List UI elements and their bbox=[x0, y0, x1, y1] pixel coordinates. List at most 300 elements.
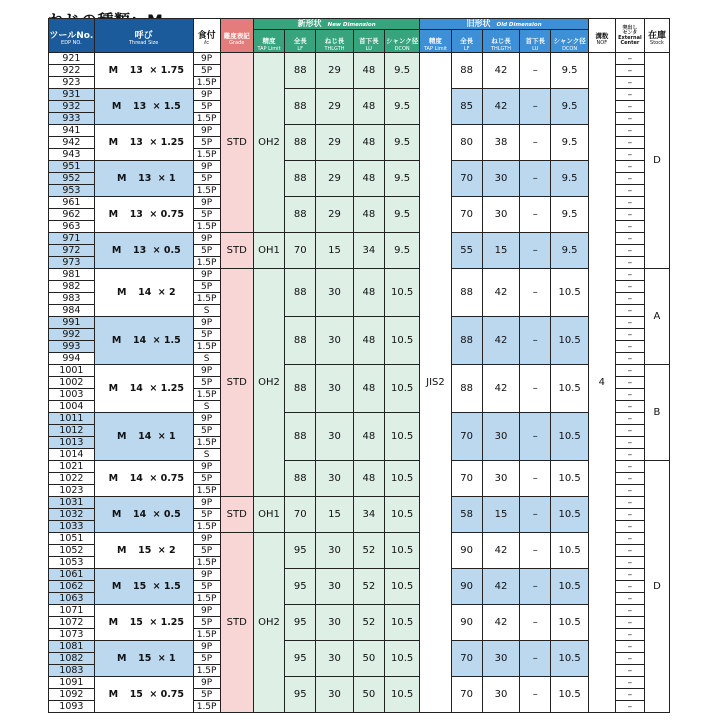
header-new-lu: 首下長 LU bbox=[353, 30, 384, 53]
old-dimension-cell: 38 bbox=[482, 125, 519, 161]
new-dimension-cell: 9.5 bbox=[384, 125, 419, 161]
pitch-cell: 5P bbox=[193, 377, 220, 389]
external-center-cell: – bbox=[615, 413, 644, 425]
old-dimension-cell: 80 bbox=[451, 125, 482, 161]
header-new-dimension: 新形状 New Dimension bbox=[253, 19, 419, 30]
edp-cell: 1063 bbox=[49, 593, 95, 605]
edp-cell: 983 bbox=[49, 293, 95, 305]
pitch-cell: 1.5P bbox=[193, 629, 220, 641]
new-dimension-cell: 30 bbox=[316, 413, 353, 461]
edp-cell: 1092 bbox=[49, 689, 95, 701]
old-dimension-cell: – bbox=[520, 365, 551, 413]
new-dimension-cell: 10.5 bbox=[384, 317, 419, 365]
edp-cell: 922 bbox=[49, 65, 95, 77]
old-dimension-cell: – bbox=[520, 605, 551, 641]
new-dimension-cell: 48 bbox=[353, 461, 384, 497]
old-dimension-cell: – bbox=[520, 233, 551, 269]
new-dimension-cell: 30 bbox=[316, 533, 353, 569]
edp-cell: 931 bbox=[49, 89, 95, 101]
pitch-cell: 5P bbox=[193, 473, 220, 485]
new-dimension-cell: 48 bbox=[353, 317, 384, 365]
pitch-cell: 5P bbox=[193, 173, 220, 185]
edp-cell: 1081 bbox=[49, 641, 95, 653]
edp-cell: 1052 bbox=[49, 545, 95, 557]
new-dimension-cell: 29 bbox=[316, 197, 353, 233]
old-dimension-cell: 9.5 bbox=[551, 125, 588, 161]
old-dimension-cell: 30 bbox=[482, 677, 519, 713]
old-dimension-cell: – bbox=[520, 497, 551, 533]
new-dimension-cell: 34 bbox=[353, 233, 384, 269]
pitch-cell: 9P bbox=[193, 197, 220, 209]
edp-cell: 1053 bbox=[49, 557, 95, 569]
table-row bbox=[49, 413, 670, 425]
old-dimension-cell: 42 bbox=[482, 533, 519, 569]
new-dimension-cell: 30 bbox=[316, 677, 353, 713]
pitch-cell: 5P bbox=[193, 137, 220, 149]
grade-cell: STD bbox=[220, 533, 253, 713]
edp-cell: 1014 bbox=[49, 449, 95, 461]
header-edp: ツールNo. EDP NO. bbox=[49, 19, 95, 53]
external-center-cell: – bbox=[615, 485, 644, 497]
external-center-cell: – bbox=[615, 593, 644, 605]
old-dimension-cell: 30 bbox=[482, 641, 519, 677]
new-dimension-cell: 95 bbox=[285, 569, 316, 605]
pitch-cell: 1.5P bbox=[193, 113, 220, 125]
old-dimension-cell: 42 bbox=[482, 569, 519, 605]
thread-size-cell: M 14 × 1.25 bbox=[94, 365, 193, 413]
pitch-cell: 1.5P bbox=[193, 389, 220, 401]
external-center-cell: – bbox=[615, 377, 644, 389]
external-center-cell: – bbox=[615, 221, 644, 233]
table-row bbox=[49, 497, 670, 509]
edp-cell: 932 bbox=[49, 101, 95, 113]
external-center-cell: – bbox=[615, 497, 644, 509]
old-dimension-cell: 15 bbox=[482, 233, 519, 269]
pitch-cell: 1.5P bbox=[193, 557, 220, 569]
new-dimension-cell: 48 bbox=[353, 365, 384, 413]
new-dimension-cell: 95 bbox=[285, 677, 316, 713]
old-dimension-cell: – bbox=[520, 569, 551, 605]
edp-cell: 1072 bbox=[49, 617, 95, 629]
grade-cell: STD bbox=[220, 497, 253, 533]
edp-cell: 1033 bbox=[49, 521, 95, 533]
edp-cell: 1002 bbox=[49, 377, 95, 389]
old-dimension-cell: 30 bbox=[482, 161, 519, 197]
old-dimension-cell: – bbox=[520, 677, 551, 713]
old-dimension-cell: 30 bbox=[482, 197, 519, 233]
new-dimension-cell: 29 bbox=[316, 161, 353, 197]
edp-cell: 994 bbox=[49, 353, 95, 365]
pitch-cell: 1.5P bbox=[193, 221, 220, 233]
header-new-lf: 全長 LF bbox=[285, 30, 316, 53]
pitch-cell: 9P bbox=[193, 461, 220, 473]
new-dimension-cell: 48 bbox=[353, 53, 384, 89]
old-dimension-cell: 42 bbox=[482, 89, 519, 125]
table-row bbox=[49, 641, 670, 653]
new-dimension-cell: 88 bbox=[285, 161, 316, 197]
external-center-cell: – bbox=[615, 125, 644, 137]
edp-cell: 991 bbox=[49, 317, 95, 329]
edp-cell: 923 bbox=[49, 77, 95, 89]
pitch-cell: 5P bbox=[193, 653, 220, 665]
new-dimension-cell: 10.5 bbox=[384, 569, 419, 605]
external-center-cell: – bbox=[615, 137, 644, 149]
edp-cell: 984 bbox=[49, 305, 95, 317]
stock-cell: B bbox=[644, 365, 669, 461]
old-dimension-cell: – bbox=[520, 161, 551, 197]
new-dimension-cell: 95 bbox=[285, 641, 316, 677]
external-center-cell: – bbox=[615, 329, 644, 341]
old-dimension-cell: 10.5 bbox=[551, 569, 588, 605]
external-center-cell: – bbox=[615, 161, 644, 173]
external-center-cell: – bbox=[615, 617, 644, 629]
old-dimension-cell: 30 bbox=[482, 461, 519, 497]
old-dimension-cell: 90 bbox=[451, 533, 482, 569]
pitch-cell: 9P bbox=[193, 233, 220, 245]
thread-size-cell: M 13 × 1 bbox=[94, 161, 193, 197]
new-dimension-cell: 50 bbox=[353, 677, 384, 713]
external-center-cell: – bbox=[615, 101, 644, 113]
table-row bbox=[49, 269, 670, 281]
pitch-cell: 1.5P bbox=[193, 437, 220, 449]
new-dimension-cell: 88 bbox=[285, 125, 316, 161]
nof-cell: 4 bbox=[588, 53, 615, 713]
edp-cell: 1003 bbox=[49, 389, 95, 401]
old-dimension-cell: 88 bbox=[451, 365, 482, 413]
thread-size-cell: M 15 × 1.25 bbox=[94, 605, 193, 641]
new-dimension-cell: 50 bbox=[353, 641, 384, 677]
new-dimension-cell: 29 bbox=[316, 53, 353, 89]
pitch-cell: 9P bbox=[193, 161, 220, 173]
header-pitch: 食付 ℓc bbox=[193, 19, 220, 53]
thread-size-cell: M 15 × 0.75 bbox=[94, 677, 193, 713]
edp-cell: 1023 bbox=[49, 485, 95, 497]
pitch-cell: 1.5P bbox=[193, 293, 220, 305]
table-row bbox=[49, 605, 670, 617]
pitch-cell: 1.5P bbox=[193, 77, 220, 89]
old-dimension-cell: 30 bbox=[482, 413, 519, 461]
new-dimension-cell: 52 bbox=[353, 605, 384, 641]
old-dimension-cell: – bbox=[520, 89, 551, 125]
thread-size-cell: M 15 × 1.5 bbox=[94, 569, 193, 605]
stock-cell: D bbox=[644, 53, 669, 269]
external-center-cell: – bbox=[615, 197, 644, 209]
old-dimension-cell: 70 bbox=[451, 677, 482, 713]
pitch-cell: 5P bbox=[193, 689, 220, 701]
edp-cell: 1061 bbox=[49, 569, 95, 581]
header-old-lf: 全長 LF bbox=[451, 30, 482, 53]
new-dimension-cell: 70 bbox=[285, 497, 316, 533]
old-dimension-cell: 9.5 bbox=[551, 233, 588, 269]
new-dimension-cell: 95 bbox=[285, 605, 316, 641]
edp-cell: 1062 bbox=[49, 581, 95, 593]
old-dimension-cell: 10.5 bbox=[551, 365, 588, 413]
old-dimension-cell: – bbox=[520, 413, 551, 461]
old-dimension-cell: 10.5 bbox=[551, 497, 588, 533]
pitch-cell: 9P bbox=[193, 641, 220, 653]
old-dimension-cell: 10.5 bbox=[551, 413, 588, 461]
pitch-cell: 1.5P bbox=[193, 185, 220, 197]
old-dimension-cell: 88 bbox=[451, 269, 482, 317]
pitch-cell: 9P bbox=[193, 569, 220, 581]
old-dimension-cell: – bbox=[520, 317, 551, 365]
thread-size-cell: M 13 × 0.75 bbox=[94, 197, 193, 233]
pitch-cell: 1.5P bbox=[193, 485, 220, 497]
edp-cell: 961 bbox=[49, 197, 95, 209]
pitch-cell: 9P bbox=[193, 413, 220, 425]
new-dimension-cell: 88 bbox=[285, 269, 316, 317]
pitch-cell: 5P bbox=[193, 65, 220, 77]
pitch-cell: 5P bbox=[193, 101, 220, 113]
edp-cell: 933 bbox=[49, 113, 95, 125]
thread-size-cell: M 14 × 2 bbox=[94, 269, 193, 317]
thread-size-cell: M 15 × 2 bbox=[94, 533, 193, 569]
new-dimension-cell: 30 bbox=[316, 605, 353, 641]
pitch-cell: 9P bbox=[193, 677, 220, 689]
edp-cell: 962 bbox=[49, 209, 95, 221]
edp-cell: 1021 bbox=[49, 461, 95, 473]
edp-cell: 992 bbox=[49, 329, 95, 341]
edp-cell: 1073 bbox=[49, 629, 95, 641]
new-dimension-cell: 52 bbox=[353, 569, 384, 605]
edp-cell: 1091 bbox=[49, 677, 95, 689]
new-dimension-cell: 70 bbox=[285, 233, 316, 269]
old-dimension-cell: 10.5 bbox=[551, 461, 588, 497]
pitch-cell: 5P bbox=[193, 617, 220, 629]
external-center-cell: – bbox=[615, 53, 644, 65]
edp-cell: 981 bbox=[49, 269, 95, 281]
edp-cell: 1001 bbox=[49, 365, 95, 377]
table-row bbox=[49, 677, 670, 689]
external-center-cell: – bbox=[615, 461, 644, 473]
edp-cell: 1071 bbox=[49, 605, 95, 617]
pitch-cell: 5P bbox=[193, 581, 220, 593]
new-dimension-cell: 88 bbox=[285, 461, 316, 497]
old-dimension-cell: – bbox=[520, 533, 551, 569]
edp-cell: 951 bbox=[49, 161, 95, 173]
external-center-cell: – bbox=[615, 317, 644, 329]
thread-size-cell: M 14 × 1.5 bbox=[94, 317, 193, 365]
new-dimension-cell: 48 bbox=[353, 413, 384, 461]
table-row bbox=[49, 53, 670, 65]
table-row bbox=[49, 365, 670, 377]
pitch-cell: 5P bbox=[193, 281, 220, 293]
old-dimension-cell: 42 bbox=[482, 269, 519, 317]
header-old-dimension: 旧形状 Old Dimension bbox=[420, 19, 588, 30]
pitch-cell: 1.5P bbox=[193, 593, 220, 605]
external-center-cell: – bbox=[615, 701, 644, 713]
pitch-cell: 1.5P bbox=[193, 701, 220, 713]
edp-cell: 1031 bbox=[49, 497, 95, 509]
old-dimension-cell: 10.5 bbox=[551, 533, 588, 569]
external-center-cell: – bbox=[615, 665, 644, 677]
new-dimension-cell: 10.5 bbox=[384, 461, 419, 497]
external-center-cell: – bbox=[615, 353, 644, 365]
external-center-cell: – bbox=[615, 425, 644, 437]
old-dimension-cell: 90 bbox=[451, 569, 482, 605]
header-old-lu: 首下長 LU bbox=[520, 30, 551, 53]
new-dimension-cell: 9.5 bbox=[384, 53, 419, 89]
old-dimension-cell: 42 bbox=[482, 317, 519, 365]
edp-cell: 1011 bbox=[49, 413, 95, 425]
external-center-cell: – bbox=[615, 569, 644, 581]
pitch-cell: 9P bbox=[193, 497, 220, 509]
old-dimension-cell: 10.5 bbox=[551, 605, 588, 641]
new-dimension-cell: 10.5 bbox=[384, 605, 419, 641]
new-dimension-cell: 10.5 bbox=[384, 269, 419, 317]
new-tap-cell: OH1 bbox=[253, 497, 284, 533]
external-center-cell: – bbox=[615, 233, 644, 245]
edp-cell: 941 bbox=[49, 125, 95, 137]
new-dimension-cell: 48 bbox=[353, 125, 384, 161]
thread-size-cell: M 13 × 1.5 bbox=[94, 89, 193, 125]
pitch-cell: 5P bbox=[193, 329, 220, 341]
new-dimension-cell: 88 bbox=[285, 413, 316, 461]
pitch-cell: 5P bbox=[193, 509, 220, 521]
old-dimension-cell: 70 bbox=[451, 161, 482, 197]
pitch-cell: 1.5P bbox=[193, 341, 220, 353]
new-dimension-cell: 9.5 bbox=[384, 197, 419, 233]
table-row bbox=[49, 125, 670, 137]
old-dimension-cell: 70 bbox=[451, 641, 482, 677]
external-center-cell: – bbox=[615, 641, 644, 653]
edp-cell: 1004 bbox=[49, 401, 95, 413]
old-dimension-cell: 70 bbox=[451, 197, 482, 233]
new-dimension-cell: 9.5 bbox=[384, 233, 419, 269]
thread-size-cell: M 13 × 1.75 bbox=[94, 53, 193, 89]
old-dimension-cell: 42 bbox=[482, 605, 519, 641]
header-old-tap: 精度 TAP Limit bbox=[420, 30, 451, 53]
edp-cell: 942 bbox=[49, 137, 95, 149]
external-center-cell: – bbox=[615, 605, 644, 617]
new-tap-cell: OH2 bbox=[253, 269, 284, 497]
new-dimension-cell: 10.5 bbox=[384, 677, 419, 713]
old-dimension-cell: 10.5 bbox=[551, 317, 588, 365]
edp-cell: 1083 bbox=[49, 665, 95, 677]
pitch-cell: 9P bbox=[193, 53, 220, 65]
old-dimension-cell: 10.5 bbox=[551, 269, 588, 317]
old-dimension-cell: 42 bbox=[482, 365, 519, 413]
external-center-cell: – bbox=[615, 581, 644, 593]
header-old-thl: ねじ長 THLGTH bbox=[482, 30, 519, 53]
old-dimension-cell: 90 bbox=[451, 605, 482, 641]
pitch-cell: 9P bbox=[193, 533, 220, 545]
header-new-thl: ねじ長 THLGTH bbox=[316, 30, 353, 53]
header-new-tap: 精度 TAP Limit bbox=[253, 30, 284, 53]
new-dimension-cell: 9.5 bbox=[384, 89, 419, 125]
edp-cell: 972 bbox=[49, 245, 95, 257]
external-center-cell: – bbox=[615, 269, 644, 281]
external-center-cell: – bbox=[615, 473, 644, 485]
new-dimension-cell: 88 bbox=[285, 89, 316, 125]
new-dimension-cell: 30 bbox=[316, 461, 353, 497]
table-row bbox=[49, 197, 670, 209]
external-center-cell: – bbox=[615, 185, 644, 197]
pitch-cell: 9P bbox=[193, 317, 220, 329]
thread-size-cell: M 13 × 0.5 bbox=[94, 233, 193, 269]
new-dimension-cell: 29 bbox=[316, 125, 353, 161]
external-center-cell: – bbox=[615, 533, 644, 545]
new-dimension-cell: 30 bbox=[316, 569, 353, 605]
old-dimension-cell: – bbox=[520, 53, 551, 89]
new-dimension-cell: 48 bbox=[353, 269, 384, 317]
pitch-cell: S bbox=[193, 353, 220, 365]
table-row bbox=[49, 161, 670, 173]
pitch-cell: 9P bbox=[193, 125, 220, 137]
old-dimension-cell: 9.5 bbox=[551, 197, 588, 233]
edp-cell: 973 bbox=[49, 257, 95, 269]
new-dimension-cell: 52 bbox=[353, 533, 384, 569]
thread-size-cell: M 14 × 0.75 bbox=[94, 461, 193, 497]
new-dimension-cell: 30 bbox=[316, 317, 353, 365]
old-dimension-cell: 10.5 bbox=[551, 641, 588, 677]
table-body bbox=[49, 53, 670, 713]
pitch-cell: 5P bbox=[193, 245, 220, 257]
new-dimension-cell: 88 bbox=[285, 53, 316, 89]
thread-size-cell: M 15 × 1 bbox=[94, 641, 193, 677]
new-tap-cell: OH1 bbox=[253, 233, 284, 269]
edp-cell: 963 bbox=[49, 221, 95, 233]
external-center-cell: – bbox=[615, 89, 644, 101]
new-tap-cell: OH2 bbox=[253, 533, 284, 713]
pitch-cell: 5P bbox=[193, 545, 220, 557]
header-nof: 溝数 NOF bbox=[588, 19, 615, 53]
old-dimension-cell: 55 bbox=[451, 233, 482, 269]
edp-cell: 1093 bbox=[49, 701, 95, 713]
edp-cell: 953 bbox=[49, 185, 95, 197]
old-dimension-cell: 9.5 bbox=[551, 161, 588, 197]
old-dimension-cell: 15 bbox=[482, 497, 519, 533]
external-center-cell: – bbox=[615, 545, 644, 557]
external-center-cell: – bbox=[615, 245, 644, 257]
edp-cell: 1013 bbox=[49, 437, 95, 449]
edp-cell: 993 bbox=[49, 341, 95, 353]
edp-cell: 982 bbox=[49, 281, 95, 293]
external-center-cell: – bbox=[615, 389, 644, 401]
new-dimension-cell: 30 bbox=[316, 365, 353, 413]
new-dimension-cell: 10.5 bbox=[384, 497, 419, 533]
header-thread: 呼び Thread Size bbox=[94, 19, 193, 53]
old-dimension-cell: – bbox=[520, 461, 551, 497]
stock-cell: D bbox=[644, 461, 669, 713]
old-dimension-cell: – bbox=[520, 269, 551, 317]
pitch-cell: S bbox=[193, 305, 220, 317]
grade-cell: STD bbox=[220, 233, 253, 269]
pitch-cell: 5P bbox=[193, 209, 220, 221]
old-dimension-cell: – bbox=[520, 641, 551, 677]
table-row bbox=[49, 317, 670, 329]
new-dimension-cell: 48 bbox=[353, 197, 384, 233]
new-dimension-cell: 29 bbox=[316, 89, 353, 125]
new-dimension-cell: 10.5 bbox=[384, 365, 419, 413]
pitch-cell: 9P bbox=[193, 605, 220, 617]
grade-cell: STD bbox=[220, 53, 253, 233]
external-center-cell: – bbox=[615, 401, 644, 413]
external-center-cell: – bbox=[615, 77, 644, 89]
thread-size-cell: M 14 × 0.5 bbox=[94, 497, 193, 533]
old-dimension-cell: 85 bbox=[451, 89, 482, 125]
external-center-cell: – bbox=[615, 281, 644, 293]
old-dimension-cell: 88 bbox=[451, 317, 482, 365]
header-new-dcon: シャンク径 DCON bbox=[384, 30, 419, 53]
old-dimension-cell: 88 bbox=[451, 53, 482, 89]
old-dimension-cell: – bbox=[520, 125, 551, 161]
external-center-cell: – bbox=[615, 677, 644, 689]
edp-cell: 971 bbox=[49, 233, 95, 245]
edp-cell: 1051 bbox=[49, 533, 95, 545]
new-dimension-cell: 10.5 bbox=[384, 533, 419, 569]
external-center-cell: – bbox=[615, 65, 644, 77]
